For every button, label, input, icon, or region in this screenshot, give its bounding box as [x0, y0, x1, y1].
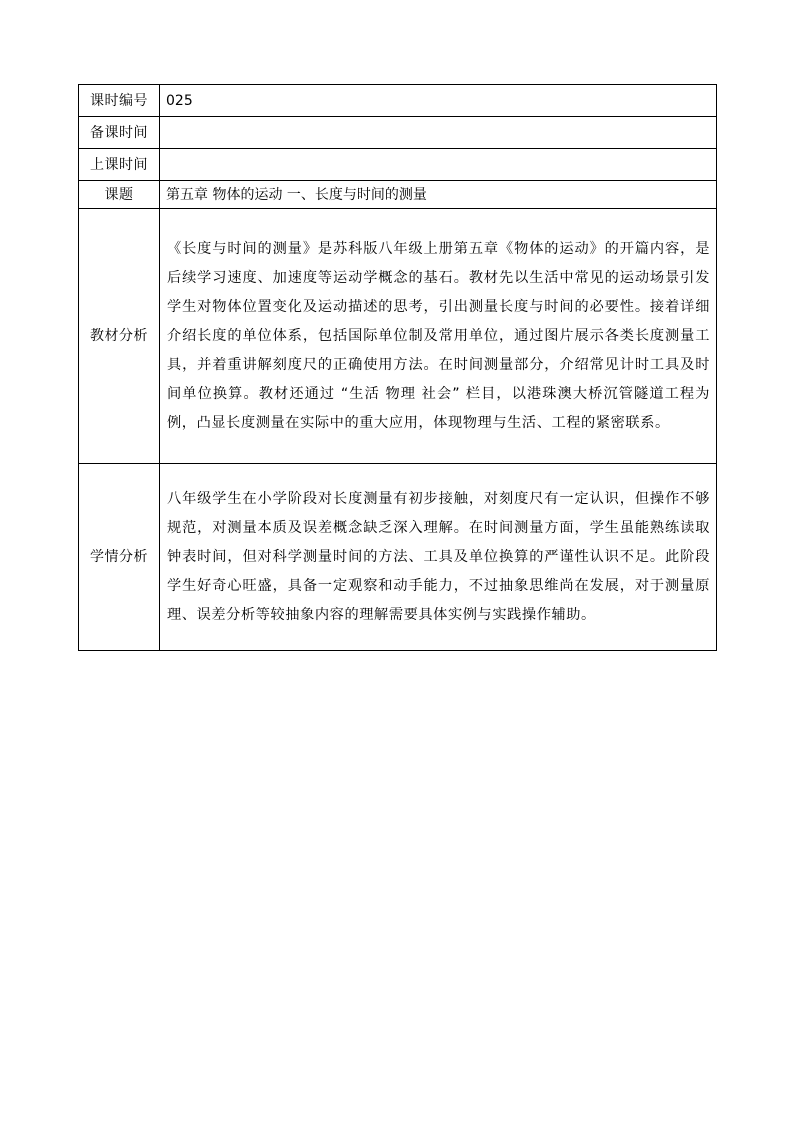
lesson-plan-table — [78, 84, 717, 651]
table-row-topic — [79, 181, 717, 209]
table-row-lesson-number — [79, 85, 717, 117]
table-row-student-analysis — [79, 464, 717, 651]
lesson-number-value: 025 — [160, 85, 717, 117]
table-row-textbook-analysis — [79, 209, 717, 464]
class-time-value — [160, 149, 717, 181]
textbook-analysis-label: 教材分析 — [79, 209, 160, 464]
student-analysis-text: 八年级学生在小学阶段对长度测量有初步接触，对刻度尺有一定认识，但操作不够规范，对测量本质及误差概念缺乏深入理解。在时间测量方面，学生虽能熟练读取钟表时间，但对科学测量时间的方法、工具及单位换算的严谨性认识不足。此阶段学生好奇心旺盛，具备一定观察和动手能力，不过抽象思维尚在发展，对于测量原理、误差分析等较抽象内容的理解需要具体实例与实践操作辅助。 — [160, 464, 717, 651]
topic-label: 课题 — [79, 181, 160, 209]
textbook-analysis-text: 《长度与时间的测量》是苏科版八年级上册第五章《物体的运动》的开篇内容，是后续学习速度、加速度等运动学概念的基石。教材先以生活中常见的运动场景引发学生对物体位置变化及运动描述的思考，引出测量长度与时间的必要性。接着详细介绍长度的单位体系，包括国际单位制及常用单位，通过图片展示各类长度测量工具，并着重讲解刻度尺的正确使用方法。在时间测量部分，介绍常见计时工具及时间单位换算。教材还通过 “生活 物理 社会” 栏目，以港珠澳大桥沉管隧道工程为例，凸显长度测量在实际中的重大应用，体现物理与生活、工程的紧密联系。 — [160, 209, 717, 464]
class-time-label: 上课时间 — [79, 149, 160, 181]
prep-time-label: 备课时间 — [79, 117, 160, 149]
prep-time-value — [160, 117, 717, 149]
topic-value: 第五章 物体的运动 一、长度与时间的测量 — [160, 181, 717, 209]
lesson-number-label: 课时编号 — [79, 85, 160, 117]
table-row-class-time — [79, 149, 717, 181]
student-analysis-label: 学情分析 — [79, 464, 160, 651]
table-row-prep-time — [79, 117, 717, 149]
